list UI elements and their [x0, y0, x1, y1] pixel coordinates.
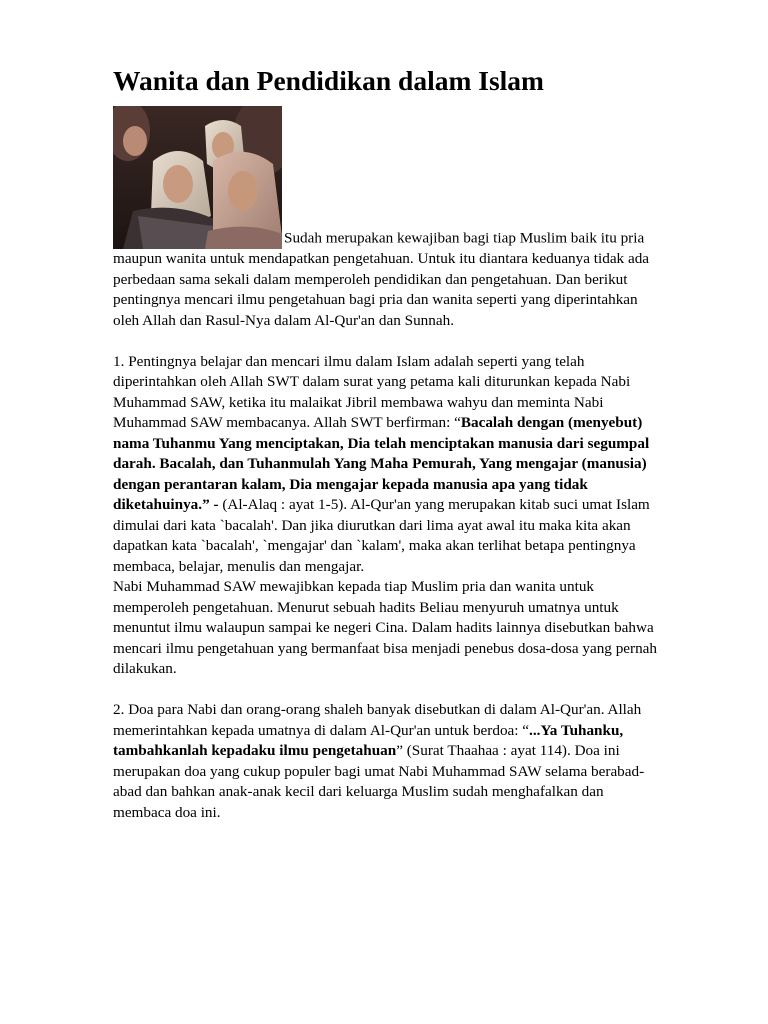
point-1-lead: 1. Pentingnya belajar dan mencari ilmu dalam Islam adalah seperti yang telah diperintahkan oleh Allah SWT dalam surat yang petama kali diturunkan kepada Nabi Muhammad SAW, ketika itu malaikat Jibril membawa wahyu dan meminta Nabi Muhammad SAW membacanya. Allah SWT berfirman: “: [113, 352, 631, 431]
page-title: Wanita dan Pendidikan dalam Islam: [113, 65, 544, 96]
point-1-paragraph: [113, 352, 658, 578]
intro-paragraph: [113, 106, 658, 331]
point-1-quote: Bacalah dengan (menyebut) nama Tuhanmu Yang menciptakan, Dia telah menciptakan manusia dari segumpal darah. Bacalah, dan Tuhanmulah Yang Maha Pemurah, Yang mengajar (manusia) dengan perantaran kalam, Dia mengajar kepada manusia apa yang tidak diketahuinya.: [113, 414, 650, 513]
photo-women-in-hijab: [113, 106, 282, 249]
point-2-quote-close: ”: [396, 742, 403, 759]
point-1-second-paragraph: Nabi Muhammad SAW mewajibkan kepada tiap Muslim pria dan wanita untuk memperoleh pengetahuan. Menurut sebuah hadits Beliau menyuruh umatnya untuk menuntut ilmu walaupun sampai ke negeri Cina. Dalam hadits lainnya disebutkan bahwa mencari ilmu pengetahuan yang bermanfaat bisa menjadi penebus dosa-dosa yang pernah dilakukan.: [113, 578, 658, 677]
document-page: [113, 58, 658, 823]
point-2-lead: 2. Doa para Nabi dan orang-orang shaleh banyak disebutkan di dalam Al-Qur'an. Allah memerintahkan kepada umatnya di dalam Al-Qur'an untuk berdoa: “: [113, 701, 642, 739]
point-1-tail: (Al-Alaq : ayat 1-5). Al-Qur'an yang merupakan kitab suci umat Islam dimulai dari kata `bacalah'. Dan jika diurutkan dari lima ayat awal itu maka kita akan dapatkan kata `bacalah', `mengajar' dan `kalam', maka akan terlihat betapa pentingnya membaca, belajar, menulis dan mengajar.: [113, 496, 650, 575]
point-1-quote-close: ” -: [202, 496, 223, 513]
point-2-quote: ...Ya Tuhanku, tambahkanlah kepadaku ilmu pengetahuan: [113, 721, 624, 759]
paragraph-gap: [113, 680, 658, 701]
point-2-tail: (Surat Thaahaa : ayat 114). Doa ini merupakan doa yang cukup populer bagi umat Nabi Muhammad SAW selama berabad-abad dan bahkan anak-anak kecil dari keluarga Muslim sudah menghafalkan dan membaca doa ini.: [113, 742, 645, 821]
intro-text: Sudah merupakan kewajiban bagi tiap Muslim baik itu pria maupun wanita untuk mendapatkan pengetahuan. Untuk itu diantara keduanya tidak ada perbedaan sama sekali dalam memperoleh pendidikan dan pengetahuan. Dan berikut pentingnya mencari ilmu pengetahuan bagi pria dan wanita seperti yang diperintahkan oleh Allah dan Rasul-Nya dalam Al-Qur'an dan Sunnah.: [113, 229, 650, 329]
point-2-paragraph: [113, 700, 658, 823]
paragraph-gap: [113, 331, 658, 352]
